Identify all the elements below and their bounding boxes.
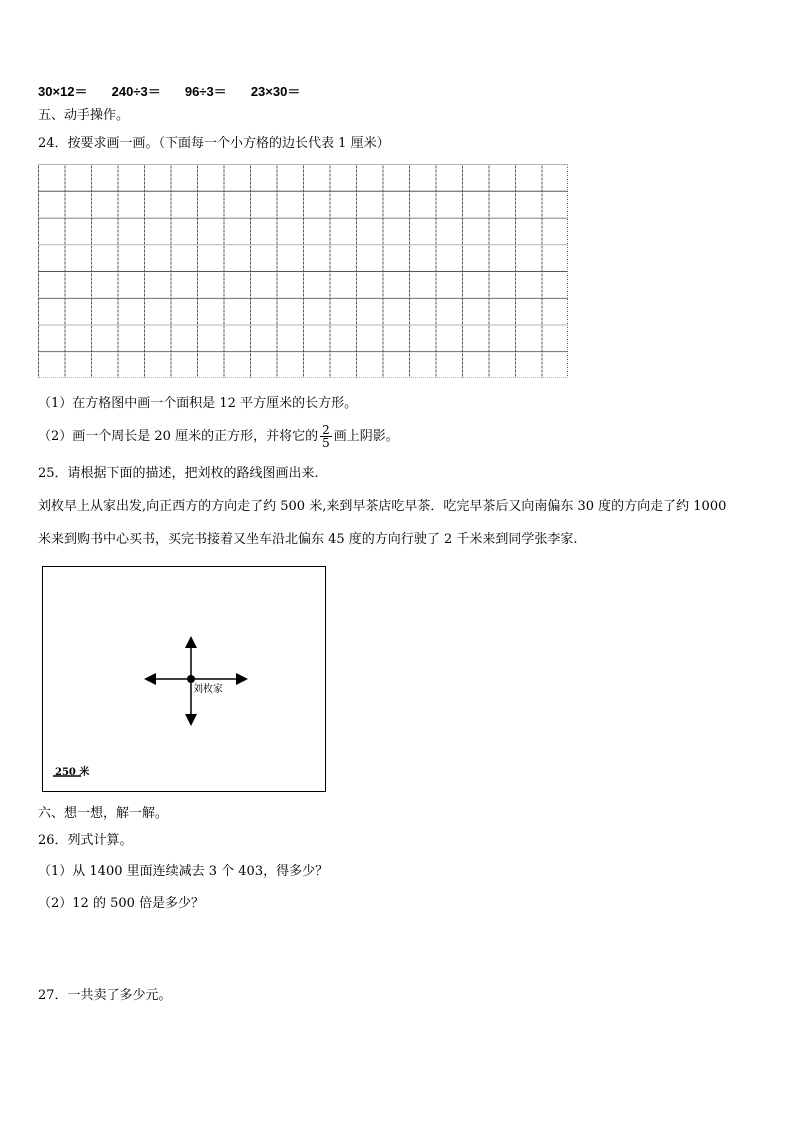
fraction (320, 424, 332, 449)
q25-title: 25．请根据下面的描述，把刘枚的路线图画出来. (38, 466, 319, 481)
section-5-title: 五、动手操作。 (38, 108, 130, 123)
q25-desc-line2: 米来到购书中心买书，买完书接着又坐车沿北偏东 45 度的方向行驶了 2 千米来到同学张李家. (38, 532, 578, 547)
calc-row (38, 84, 320, 101)
q26-title: 26．列式计算。 (38, 833, 133, 848)
calc-item-2: 240÷3＝ (111, 84, 161, 99)
fraction-denominator: 5 (322, 436, 330, 450)
calc-item-1: 30×12＝ (38, 84, 88, 99)
scale-label: 250 米 (55, 767, 90, 778)
fraction-numerator: 2 (322, 423, 330, 437)
q26-part2: （2）12 的 500 倍是多少？ (38, 896, 205, 911)
route-map[interactable] (42, 566, 326, 792)
calc-item-4: 23×30＝ (250, 84, 301, 99)
q24-part2-before: （2）画一个周长是 20 厘米的正方形，并将它的 (38, 429, 319, 444)
home-label: 刘枚家 (193, 684, 223, 695)
q26-part1: （1）从 1400 里面连续减去 3 个 403，得多少？ (38, 864, 329, 879)
q25-desc-line1: 刘枚早上从家出发,向正西方的方向走了约 500 米,来到早茶店吃早茶．吃完早茶后又向南偏东 30 度的方向走了约 1000 (38, 499, 727, 514)
calc-item-3: 96÷3＝ (184, 84, 227, 99)
q24-title: 24．按要求画一画。（下面每一个小方格的边长代表 1 厘米） (38, 136, 390, 151)
square-grid[interactable] (38, 164, 568, 378)
map-compass-svg (43, 567, 325, 791)
q24-part2-after: 画上阴影。 (333, 429, 399, 444)
q24-part2 (38, 420, 399, 454)
q27-title: 27．一共卖了多少元。 (38, 988, 172, 1003)
section-6-title: 六、想一想，解一解。 (38, 806, 169, 821)
q24-part1: （1）在方格图中画一个面积是 12 平方厘米的长方形。 (38, 396, 358, 411)
